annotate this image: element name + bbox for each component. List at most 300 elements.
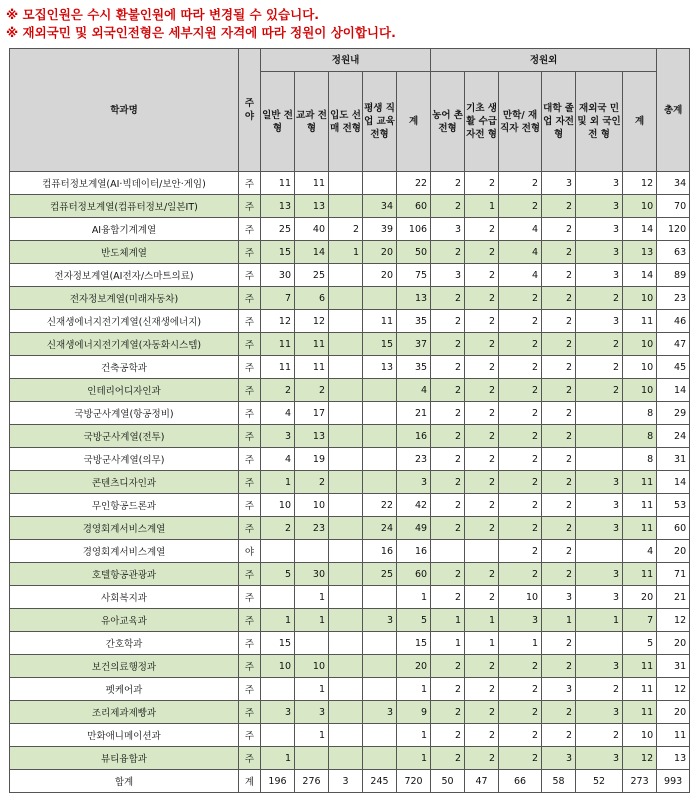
value-cell [295,632,329,655]
value-cell: 3 [576,655,623,678]
value-cell: 12 [261,310,295,333]
shift-cell: 주 [239,471,261,494]
value-cell: 12 [623,172,657,195]
value-cell: 14 [623,264,657,287]
value-cell: 39 [363,218,397,241]
value-cell: 40 [295,218,329,241]
value-cell: 1 [465,632,499,655]
value-cell [363,448,397,471]
header-inside-early: 입도 선매 전형 [329,72,363,172]
value-cell [295,540,329,563]
value-cell: 3 [542,172,576,195]
value-cell: 2 [431,172,465,195]
value-cell: 4 [499,264,542,287]
grand-total-cell: 21 [657,586,690,609]
value-cell [431,540,465,563]
value-cell: 1 [465,195,499,218]
value-cell: 2 [465,425,499,448]
value-cell: 2 [542,264,576,287]
value-cell: 2 [465,241,499,264]
value-cell: 20 [363,241,397,264]
value-cell: 22 [363,494,397,517]
value-cell: 2 [542,425,576,448]
value-cell [329,425,363,448]
table-row [10,195,690,218]
value-cell: 1 [576,609,623,632]
value-cell: 4 [499,218,542,241]
table-row [10,333,690,356]
value-cell: 13 [295,425,329,448]
value-cell [329,632,363,655]
value-cell: 2 [499,701,542,724]
value-cell [329,356,363,379]
value-cell: 15 [397,632,431,655]
value-cell: 2 [576,678,623,701]
value-cell [329,724,363,747]
value-cell: 2 [499,724,542,747]
value-cell: 10 [261,655,295,678]
value-cell: 3 [576,195,623,218]
value-cell: 3 [499,609,542,632]
table-row [10,310,690,333]
value-cell: 2 [576,724,623,747]
value-cell: 2 [431,195,465,218]
value-cell: 2 [295,471,329,494]
value-cell: 50 [431,770,465,793]
dept-name-cell: 국방군사계열(항공정비) [10,402,239,425]
value-cell: 16 [397,425,431,448]
value-cell: 3 [576,241,623,264]
value-cell: 2 [431,379,465,402]
value-cell: 2 [261,517,295,540]
shift-cell: 주 [239,425,261,448]
dept-name-cell: 컴퓨터정보계열(AI·빅데이터/보안·게임) [10,172,239,195]
header-inside-subtotal: 계 [397,72,431,172]
value-cell: 19 [295,448,329,471]
value-cell: 2 [465,333,499,356]
value-cell: 1 [295,609,329,632]
value-cell: 2 [499,540,542,563]
value-cell: 11 [261,356,295,379]
value-cell: 2 [542,402,576,425]
value-cell: 10 [623,356,657,379]
admission-quota-table [9,48,690,793]
value-cell [363,724,397,747]
value-cell [329,678,363,701]
value-cell [329,655,363,678]
value-cell: 13 [623,241,657,264]
dept-name-cell: 보건의료행정과 [10,655,239,678]
value-cell [363,379,397,402]
value-cell: 2 [431,287,465,310]
value-cell: 11 [623,517,657,540]
value-cell: 2 [499,287,542,310]
value-cell: 2 [465,586,499,609]
value-cell: 2 [329,218,363,241]
shift-cell: 야 [239,540,261,563]
shift-cell: 주 [239,724,261,747]
value-cell: 4 [499,241,542,264]
grand-total-cell: 12 [657,609,690,632]
value-cell: 2 [465,471,499,494]
table-row [10,655,690,678]
table-row [10,724,690,747]
table-row [10,356,690,379]
table-row [10,218,690,241]
value-cell: 16 [397,540,431,563]
value-cell: 2 [499,471,542,494]
dept-name-cell: 콘텐츠디자인과 [10,471,239,494]
value-cell: 2 [465,402,499,425]
shift-cell: 주 [239,287,261,310]
value-cell: 25 [295,264,329,287]
value-cell: 3 [576,494,623,517]
value-cell: 3 [397,471,431,494]
value-cell: 2 [431,402,465,425]
value-cell: 75 [397,264,431,287]
dept-name-cell: 합계 [10,770,239,793]
header-inside-lifelong: 평생 직업 교육 전형 [363,72,397,172]
value-cell: 2 [499,563,542,586]
value-cell [329,448,363,471]
value-cell: 14 [295,241,329,264]
table-row [10,540,690,563]
value-cell: 2 [542,195,576,218]
header-inside-group: 정원내 [261,49,431,72]
value-cell: 2 [465,747,499,770]
table-row [10,379,690,402]
value-cell: 8 [623,425,657,448]
value-cell: 1 [431,632,465,655]
value-cell: 3 [576,517,623,540]
value-cell [329,586,363,609]
dept-name-cell: 무인항공드론과 [10,494,239,517]
value-cell: 11 [261,333,295,356]
value-cell [329,471,363,494]
value-cell: 2 [542,379,576,402]
value-cell [363,425,397,448]
value-cell: 2 [542,655,576,678]
value-cell: 11 [295,356,329,379]
table-row [10,678,690,701]
grand-total-cell: 12 [657,678,690,701]
header-dept: 학과명 [10,49,239,172]
value-cell: 2 [465,517,499,540]
value-cell: 3 [431,264,465,287]
value-cell: 4 [397,379,431,402]
value-cell: 2 [499,425,542,448]
table-row [10,471,690,494]
value-cell: 3 [576,701,623,724]
value-cell: 2 [499,195,542,218]
value-cell: 2 [499,333,542,356]
grand-total-cell: 20 [657,632,690,655]
dept-name-cell: 유아교육과 [10,609,239,632]
value-cell [329,195,363,218]
value-cell: 3 [431,218,465,241]
value-cell: 3 [576,563,623,586]
dept-name-cell: 간호학과 [10,632,239,655]
value-cell: 2 [431,724,465,747]
grand-total-cell: 993 [657,770,690,793]
value-cell [329,172,363,195]
value-cell: 3 [261,425,295,448]
value-cell: 1 [397,678,431,701]
grand-total-cell: 53 [657,494,690,517]
dept-name-cell: 국방군사계열(의무) [10,448,239,471]
value-cell: 2 [576,356,623,379]
value-cell [576,540,623,563]
header-outside-basic-living: 기초 생활 수급 자전 형 [465,72,499,172]
value-cell: 2 [542,241,576,264]
value-cell: 7 [623,609,657,632]
value-cell: 2 [295,379,329,402]
value-cell: 10 [623,287,657,310]
value-cell: 42 [397,494,431,517]
value-cell: 11 [623,655,657,678]
value-cell [363,655,397,678]
value-cell [363,471,397,494]
value-cell: 35 [397,356,431,379]
value-cell: 12 [623,747,657,770]
value-cell: 3 [576,747,623,770]
shift-cell: 주 [239,333,261,356]
value-cell: 2 [499,402,542,425]
value-cell: 2 [465,172,499,195]
value-cell: 2 [499,310,542,333]
shift-cell: 주 [239,632,261,655]
value-cell: 25 [363,563,397,586]
value-cell: 1 [329,241,363,264]
value-cell [363,172,397,195]
dept-name-cell: 국방군사계열(전투) [10,425,239,448]
table-row [10,264,690,287]
table-row [10,402,690,425]
grand-total-cell: 24 [657,425,690,448]
value-cell: 3 [576,471,623,494]
value-cell [329,747,363,770]
value-cell: 2 [499,379,542,402]
grand-total-cell: 29 [657,402,690,425]
value-cell [329,494,363,517]
value-cell [329,333,363,356]
table-row [10,448,690,471]
value-cell: 11 [623,494,657,517]
header-outside-group: 정원외 [431,49,657,72]
value-cell: 2 [431,448,465,471]
value-cell: 15 [261,241,295,264]
value-cell: 10 [623,724,657,747]
value-cell [576,632,623,655]
dept-name-cell: 펫케어과 [10,678,239,701]
value-cell: 14 [623,218,657,241]
table-row [10,586,690,609]
header-inside-general: 일반 전형 [261,72,295,172]
table-row [10,425,690,448]
value-cell: 2 [499,678,542,701]
value-cell [576,448,623,471]
grand-total-cell: 45 [657,356,690,379]
value-cell: 47 [465,770,499,793]
shift-cell: 주 [239,218,261,241]
notice-refund: ※ 모집인원은 수시 환불인원에 따라 변경될 수 있습니다. [6,7,320,22]
value-cell: 58 [542,770,576,793]
value-cell: 2 [431,586,465,609]
value-cell: 2 [465,494,499,517]
dept-name-cell: AI융합기계계열 [10,218,239,241]
value-cell: 23 [295,517,329,540]
grand-total-cell: 14 [657,379,690,402]
header-outside-rural: 농어 촌 전형 [431,72,465,172]
value-cell: 11 [623,310,657,333]
table-row [10,241,690,264]
grand-total-cell: 13 [657,747,690,770]
shift-cell: 주 [239,241,261,264]
header-grand-total: 총계 [657,49,690,172]
value-cell: 2 [431,563,465,586]
shift-cell: 주 [239,402,261,425]
value-cell: 2 [431,310,465,333]
value-cell: 4 [261,448,295,471]
value-cell: 2 [499,517,542,540]
value-cell: 30 [261,264,295,287]
value-cell: 2 [576,287,623,310]
dept-name-cell: 호텔항공관광과 [10,563,239,586]
value-cell: 2 [542,494,576,517]
value-cell: 2 [431,241,465,264]
value-cell: 245 [363,770,397,793]
value-cell: 52 [576,770,623,793]
value-cell: 2 [465,287,499,310]
value-cell: 2 [465,218,499,241]
value-cell [329,264,363,287]
value-cell: 2 [542,701,576,724]
value-cell: 2 [576,333,623,356]
value-cell: 11 [623,471,657,494]
value-cell [261,586,295,609]
value-cell: 15 [363,333,397,356]
value-cell [261,678,295,701]
value-cell: 106 [397,218,431,241]
value-cell: 2 [465,655,499,678]
grand-total-cell: 11 [657,724,690,747]
value-cell: 24 [363,517,397,540]
header-outside-adult: 만학/ 재직자 전형 [499,72,542,172]
value-cell [329,517,363,540]
value-cell: 2 [499,747,542,770]
value-cell: 25 [261,218,295,241]
value-cell [329,609,363,632]
value-cell [329,402,363,425]
value-cell: 21 [397,402,431,425]
value-cell: 2 [465,379,499,402]
value-cell: 720 [397,770,431,793]
dept-name-cell: 전자정보계열(AI전자/스마트의료) [10,264,239,287]
value-cell [363,678,397,701]
value-cell: 2 [542,540,576,563]
value-cell: 17 [295,402,329,425]
value-cell: 2 [261,379,295,402]
shift-cell: 계 [239,770,261,793]
value-cell: 3 [542,747,576,770]
value-cell: 2 [542,724,576,747]
value-cell [329,379,363,402]
value-cell: 2 [542,333,576,356]
value-cell: 20 [363,264,397,287]
value-cell: 1 [295,586,329,609]
notice-overseas: ※ 재외국민 및 외국인전형은 세부지원 자격에 따라 정원이 상이합니다. [6,25,396,40]
header-outside-subtotal: 계 [623,72,657,172]
value-cell: 60 [397,195,431,218]
dept-name-cell: 경영회계서비스계열 [10,517,239,540]
shift-cell: 주 [239,678,261,701]
value-cell: 6 [295,287,329,310]
value-cell: 4 [623,540,657,563]
value-cell: 20 [623,586,657,609]
value-cell: 3 [261,701,295,724]
value-cell: 34 [363,195,397,218]
value-cell: 2 [542,218,576,241]
value-cell: 2 [431,701,465,724]
value-cell: 3 [576,218,623,241]
grand-total-cell: 60 [657,517,690,540]
value-cell: 22 [397,172,431,195]
value-cell: 1 [431,609,465,632]
value-cell: 2 [465,356,499,379]
value-cell: 1 [465,609,499,632]
value-cell: 10 [499,586,542,609]
value-cell: 2 [465,678,499,701]
value-cell: 11 [295,333,329,356]
table-row [10,494,690,517]
value-cell: 5 [397,609,431,632]
value-cell: 3 [576,264,623,287]
shift-cell: 주 [239,701,261,724]
value-cell: 2 [499,448,542,471]
value-cell: 2 [431,425,465,448]
value-cell: 1 [397,586,431,609]
value-cell: 2 [499,655,542,678]
grand-total-cell: 20 [657,701,690,724]
value-cell: 11 [261,172,295,195]
value-cell: 1 [295,724,329,747]
table-row [10,563,690,586]
value-cell: 2 [431,747,465,770]
value-cell: 4 [261,402,295,425]
dept-name-cell: 신재생에너지전기계열(자동화시스템) [10,333,239,356]
value-cell [363,632,397,655]
value-cell: 2 [465,701,499,724]
dept-name-cell: 컴퓨터정보계열(컴퓨터정보/일본IT) [10,195,239,218]
value-cell: 1 [261,747,295,770]
value-cell: 1 [261,471,295,494]
value-cell: 3 [542,586,576,609]
value-cell: 2 [542,356,576,379]
dept-name-cell: 인테리어디자인과 [10,379,239,402]
grand-total-cell: 70 [657,195,690,218]
value-cell: 1 [397,747,431,770]
shift-cell: 주 [239,586,261,609]
value-cell: 3 [542,678,576,701]
shift-cell: 주 [239,517,261,540]
value-cell: 16 [363,540,397,563]
value-cell: 2 [465,724,499,747]
header-outside-graduate: 대학 졸업 자전 형 [542,72,576,172]
value-cell: 1 [397,724,431,747]
dept-name-cell: 조리제과제빵과 [10,701,239,724]
value-cell: 2 [465,563,499,586]
value-cell: 2 [431,517,465,540]
